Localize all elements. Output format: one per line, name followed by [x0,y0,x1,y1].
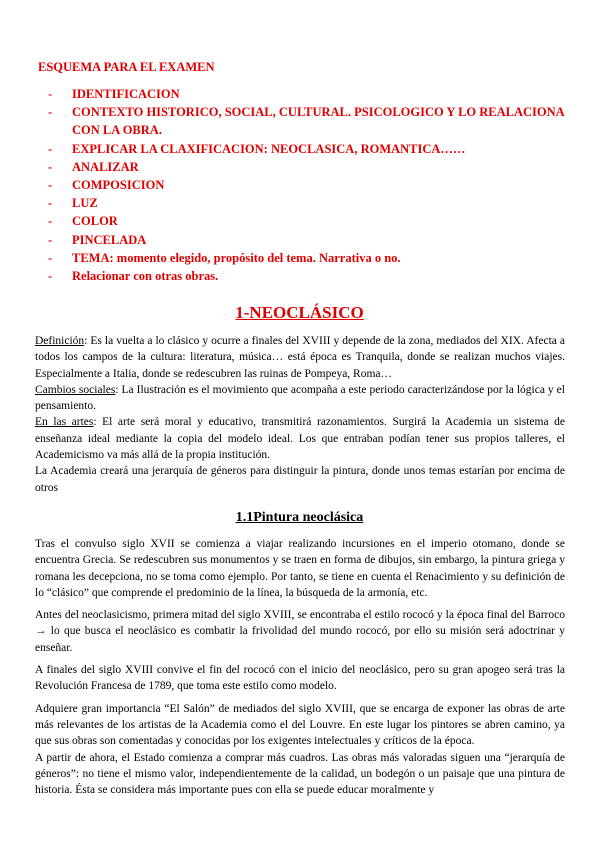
list-item: - EXPLICAR LA CLAXIFICACION: NEOCLASICA, ROMANTICA…… [48,140,578,158]
section-pintura-body [35,536,565,798]
definicion-paragraph: Definición: Es la vuelta a lo clásico y ocurre a finales del XVIII y depende de la zona, mediados del XIX. Afecta a todos los campos de la cultura: literatura, música… está época es Tranquila, donde se realizan muchos viajes. Especialmente a Italia, donde se redescubren las ruinas de Pompeya, Roma… [35,335,565,380]
academia-paragraph: La Academia creará una jerarquía de géneros para distinguir la pintura, donde unos temas estarían por encima de otros [35,465,565,494]
list-item: - COMPOSICION [48,176,578,194]
exam-outline-heading: ESQUEMA PARA EL EXAMEN [38,60,215,74]
list-dash: - [48,232,53,247]
section-title-pintura-neoclasica: 1.1Pintura neoclásica [235,510,364,525]
cambios-sociales-paragraph: Cambios sociales: La Ilustración es el movimiento que acompaña a este periodo caracterizándose por la lógica y el pensamiento. [35,383,565,413]
list-item: - IDENTIFICACION [48,85,578,103]
section-neoclasico-body [35,333,565,496]
list-item: - CONTEXTO HISTORICO, SOCIAL, CULTURAL. PSICOLOGICO Y LO REALACIONA CON LA OBRA. [48,105,565,138]
section-title-neoclasico: 1-NEOCLÁSICO [235,303,364,322]
list-dash: - [48,250,53,265]
list-dash: - [48,159,53,174]
list-item: - ANALIZAR [48,158,578,176]
definicion-label: Definición [35,335,85,347]
list-dash: - [48,196,53,211]
exam-outline-list [48,85,578,285]
list-dash: - [48,178,53,193]
paragraph: Tras el convulso siglo XVII se comienza a viajar realizando incursiones en el imperio otomano, donde se encuentra Grecia. Se redescubren sus monumentos y se traen en forma de dibujos, sin embargo, la pintura griega y romana les decepciona, no se toma como ejemplo. Por tanto, se tiene en cuenta el Renacimiento y su definición de lo “clásico” que comprende el predominio de la línea, la búsqueda de la armonía, etc. [35,538,565,599]
paragraph: Antes del neoclasicismo, primera mitad del siglo XVIII, se encontraba el estilo rococó y la época final del Barroco → lo que busca el neoclásico es combatir la frivolidad del mundo rococó, por ello su misión será adoctrinar y enseñar. [35,609,565,654]
list-item: - PINCELADA [48,231,578,249]
list-dash: - [48,141,53,156]
list-item: - COLOR [48,212,578,230]
cambios-sociales-label: Cambios sociales [35,383,116,396]
artes-paragraph: En las artes: El arte será moral y educativo, transmitirá razonamientos. Surgirá la Academia un sistema de enseñanza ideal mediante la copia del modelo ideal. Los que entraban podían tener sus propios talleres, el Academicismo va más allá de la propia institución. [35,416,565,462]
paragraph: A partir de ahora, el Estado comienza a comprar más cuadros. Las obras más valoradas siguen una “jerarquía de géneros”: no tiene el mismo valor, independientemente de la calidad, un bodegón o un paisaje que una pintura de historia. Ésta se considera más importante pues con ella se puede educar moralmente y [35,751,565,797]
list-item: - Relacionar con otras obras. [48,267,578,285]
list-dash: - [48,269,53,284]
artes-label: En las artes [35,416,94,429]
paragraph: Adquiere gran importancia “El Salón” de mediados del siglo XVIII, que se encarga de exponer las obras de arte más relevantes de los artistas de la Academia como el del Louvre. En este lugar los pintores se abren camino, ya que sus obras son comentadas y conocidas por los exigentes intelectuales y críticos de la época. [35,702,565,748]
list-dash: - [48,214,53,229]
paragraph: A finales del siglo XVIII convive el fin del rococó con el inicio del neoclásico, pero su gran apogeo será tras la Revolución Francesa de 1789, que toma este estilo como modelo. [35,664,565,693]
list-dash: - [48,105,53,120]
list-item: - TEMA: momento elegido, propósito del tema. Narrativa o no. [48,249,578,267]
list-item: - LUZ [48,194,578,212]
list-dash: - [48,87,53,101]
